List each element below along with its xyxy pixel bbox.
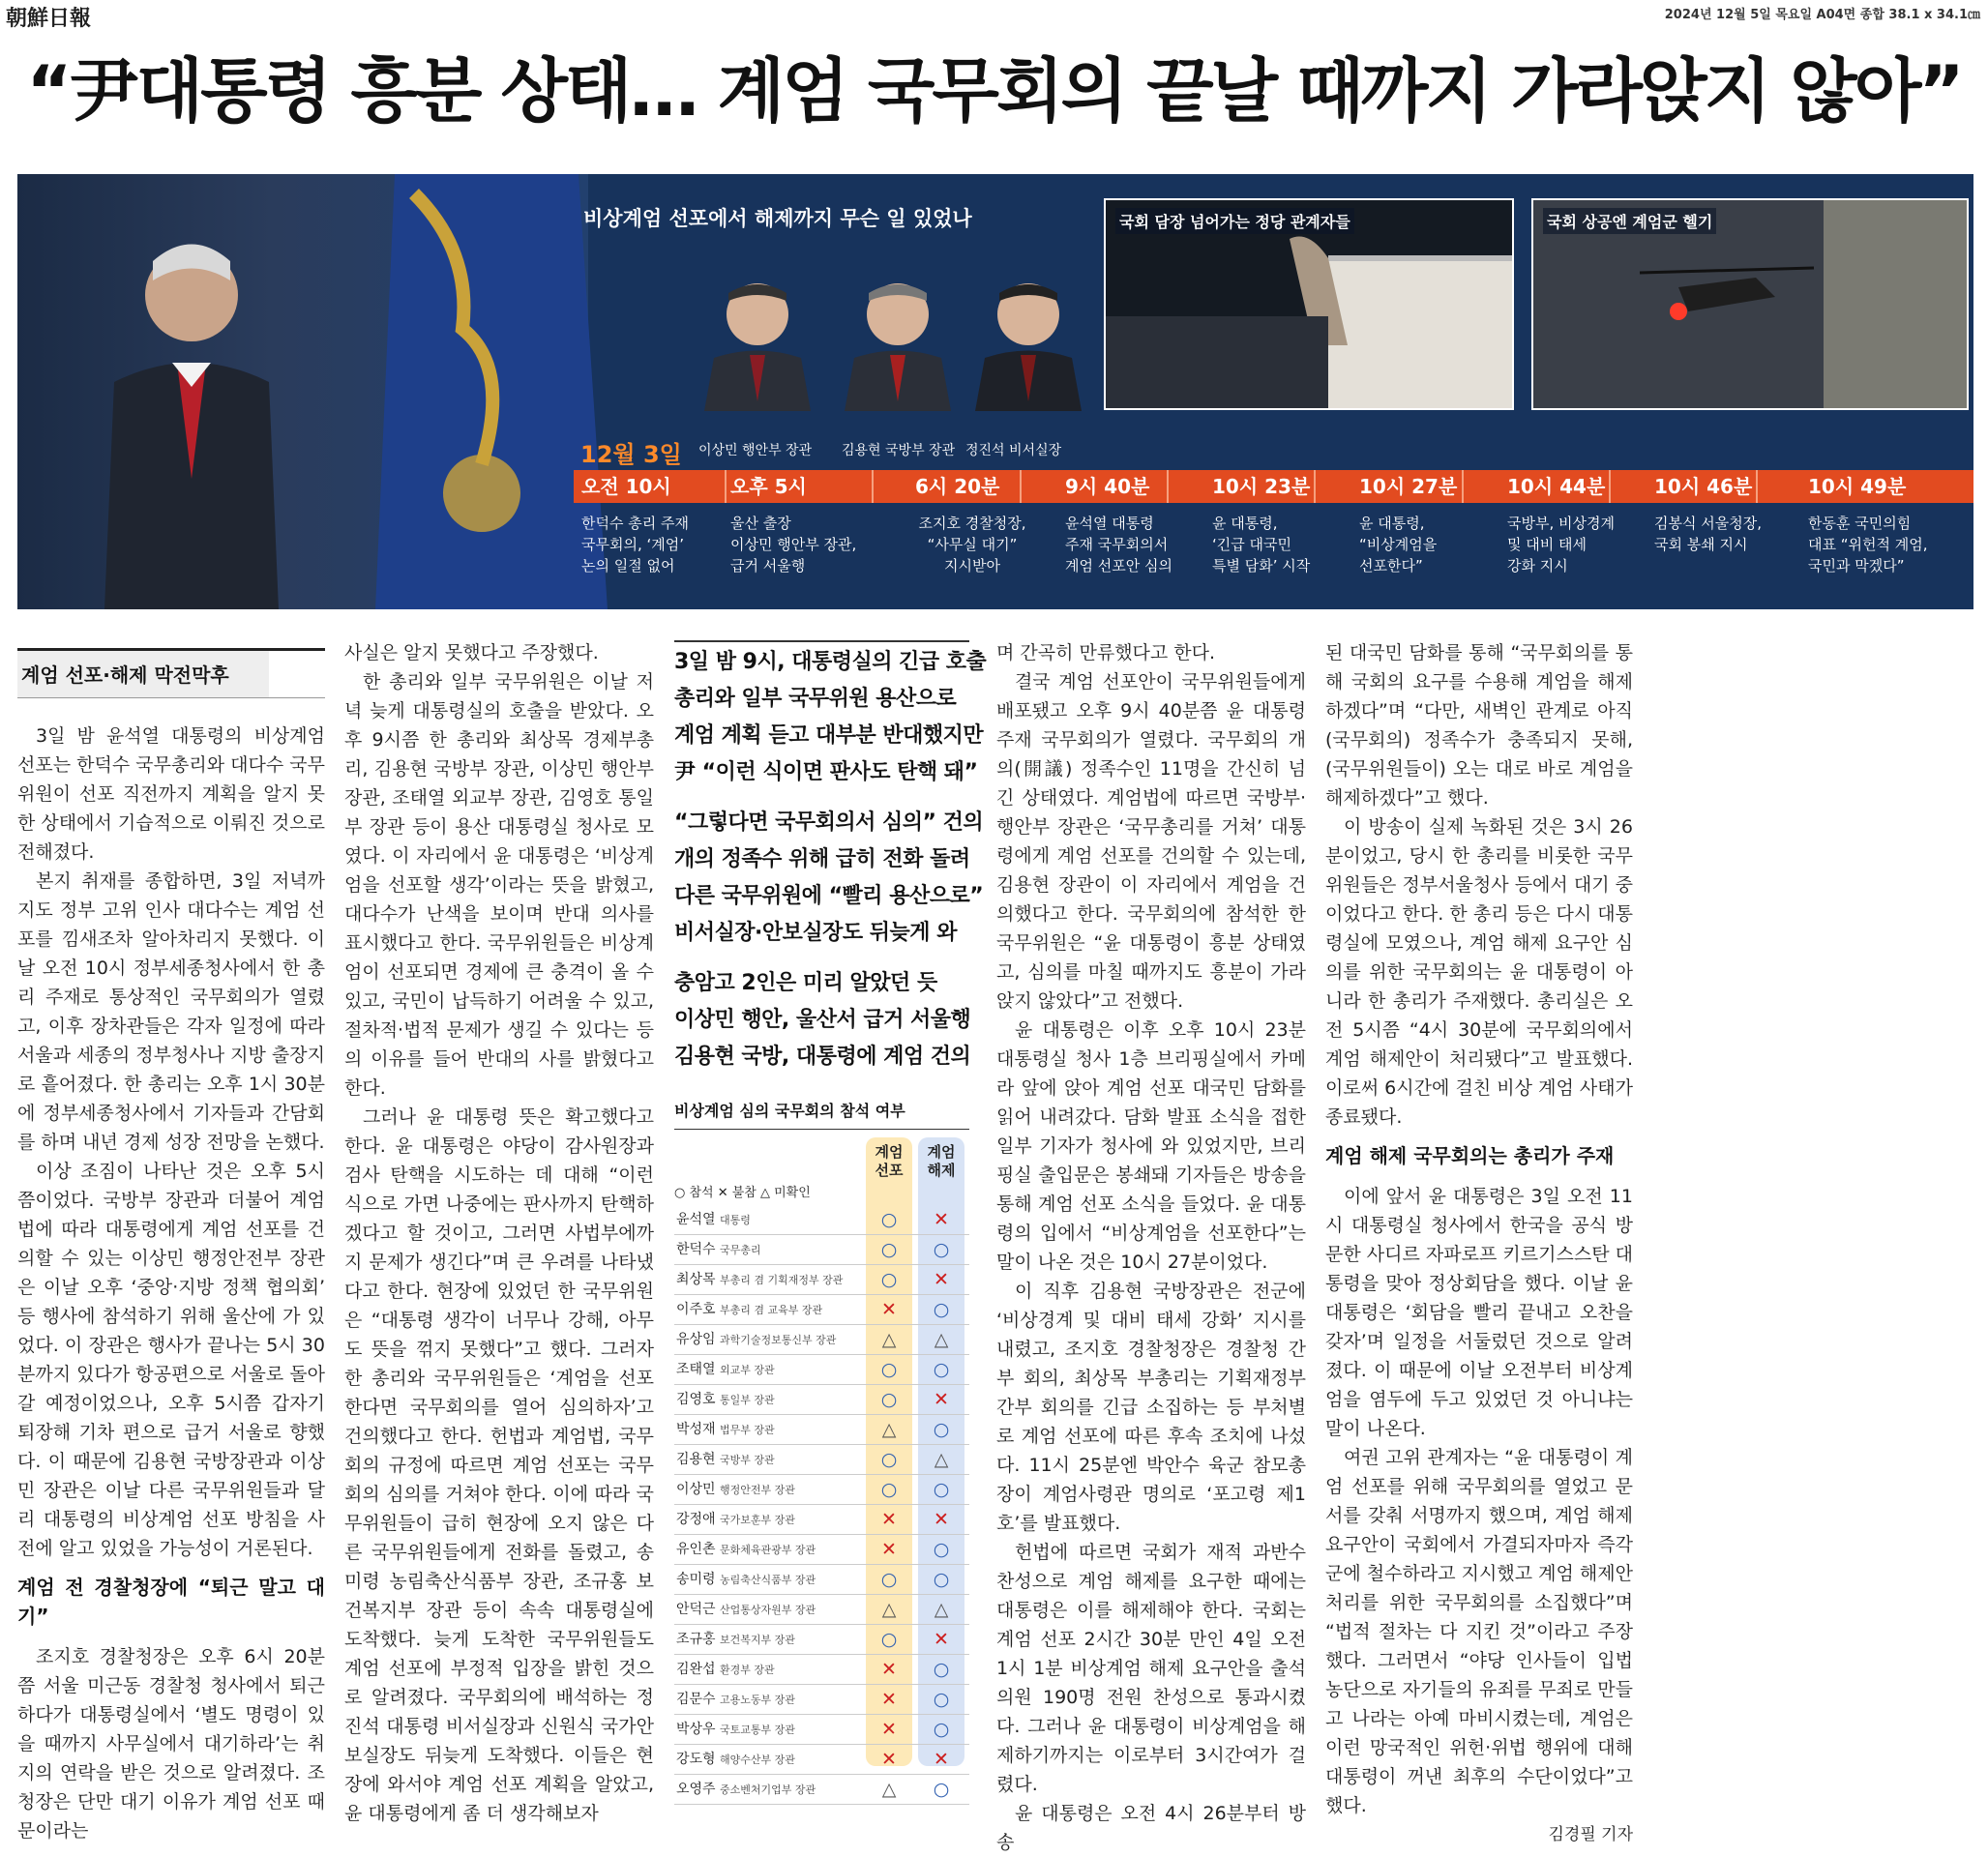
desc-line: 윤 대통령, xyxy=(1359,515,1425,532)
declare-mark: ○ xyxy=(880,1239,898,1260)
timeline-desc xyxy=(909,513,1035,576)
lift-mark: ○ xyxy=(933,1479,950,1500)
desc-line: 한덕수 총리 주재 xyxy=(581,515,689,532)
lift-mark: ○ xyxy=(933,1689,950,1710)
desc-line: 김봉식 서울청장, xyxy=(1654,515,1762,532)
table-row xyxy=(674,1625,969,1655)
minister-name xyxy=(676,1505,795,1535)
desc-line: “비상계엄을 xyxy=(1359,536,1438,553)
paragraph: 이 직후 김용현 국방장관은 전군에 ‘비상경계 및 대비 태세 강화’ 지시를 내렸고, 조지호 경찰청장은 경찰청 간부 회의, 최상목 부총리는 기획재정부 간부 회의를 긴급 소집하는 등 부처별로 계엄 선포에 따른 후속 조치에 나섰다. 11시 25분엔 박안수 육군 참모총장이 계엄사령관 명의로 ‘포고령 제1호’를 발표했다. xyxy=(996,1281,1306,1534)
highlight-line: 김용현 국방, 대통령에 계엄 건의 xyxy=(674,1045,971,1069)
timeline-desc xyxy=(581,513,689,576)
desc-line: 국민과 막겠다” xyxy=(1808,557,1905,575)
section-title: 계엄 선포·해제 막전막후 xyxy=(17,648,325,698)
timeline-time: 오후 5시 xyxy=(730,475,807,498)
highlight-line: “그렇다면 국무회의서 심의” 건의 xyxy=(674,811,984,835)
title-text: 해양수산부 장관 xyxy=(720,1754,795,1766)
table-row xyxy=(674,1685,969,1715)
timeline-time: 9시 40분 xyxy=(1065,475,1150,498)
table-row xyxy=(674,1655,969,1685)
timeline-divider xyxy=(872,470,874,503)
name-text: 조규홍 xyxy=(676,1632,716,1647)
name-text: 오영주 xyxy=(676,1782,716,1797)
timeline-desc xyxy=(1212,513,1310,576)
title-text: 국가보훈부 장관 xyxy=(720,1514,795,1526)
desc-line: 계엄 선포안 심의 xyxy=(1065,557,1172,575)
paragraph: 이상 조짐이 나타난 것은 오후 5시쯤이었다. 국방부 장관과 더불어 계엄법에 따라 대통령에게 계엄 선포를 건의할 수 있는 이상민 행정안전부 장관은 이날 오후 ‘중앙·지방 정책 협의회’ 등 행사에 참석하기 위해 울산에 가 있었다. 이 장관은 행사가 끝나는 5시 30분까지 있다가 항공편으로 서울로 돌아갈 예정이었으나, 오후 5시쯤 갑자기 퇴장해 기차 편으로 급거 서울로 향했다. 이 때문에 김용현 국방장관과 이상민 장관은 이날 다른 국무위원들과 달리 대통령의 비상계엄 선포 방침을 사전에 알고 있었을 가능성이 거론된다. xyxy=(17,1161,325,1559)
president-figure xyxy=(85,227,298,609)
declare-mark: △ xyxy=(881,1779,897,1800)
name-text: 김용현 xyxy=(676,1452,716,1467)
declare-mark: ○ xyxy=(880,1269,898,1290)
minister-caption-1: 이상민 행안부 장관 xyxy=(698,443,813,458)
title-text: 농림축산식품부 장관 xyxy=(720,1574,816,1586)
desc-line: 주재 국무회의서 xyxy=(1065,536,1169,553)
declare-mark: ○ xyxy=(880,1209,898,1230)
title-text: 대통령 xyxy=(720,1214,751,1226)
paragraph: 한 총리와 일부 국무위원은 이날 저녁 늦게 대통령실의 호출을 받았다. 오후 9시쯤 한 총리와 최상목 경제부총리, 김용현 국방부 장관, 이상민 행안부 장관, 조태열 외교부 장관, 김영호 통일부 장관 등이 용산 대통령실 청사로 모였다. 이 자리에서 윤 대통령은 ‘비상계엄을 선포할 생각’이라는 뜻을 밝혔고, 대다수가 난색을 보이며 반대 의사를 표시했다고 한다. 국무위원들은 비상계엄이 선포되면 경제에 큰 충격이 올 수 있고, 국민이 납득하기 어려울 수 있고, 절차적·법적 문제가 생길 수 있다는 등의 이유를 들어 반대의 사를 밝혔다고 한다. xyxy=(344,671,654,1099)
title-text: 부총리 겸 기획재정부 장관 xyxy=(720,1274,844,1286)
desc-line: 특별 담화’ 시작 xyxy=(1212,557,1311,575)
declare-mark: ○ xyxy=(880,1479,898,1500)
name-text: 박상우 xyxy=(676,1722,716,1737)
declare-mark: ✕ xyxy=(881,1299,897,1320)
title-text: 국방부 장관 xyxy=(720,1454,775,1466)
table-row xyxy=(674,1415,969,1445)
timeline-desc xyxy=(1808,513,1928,576)
table-legend: ○ 참석 ✕ 불참 △ 미확인 xyxy=(674,1186,811,1200)
lift-mark: ✕ xyxy=(934,1389,949,1410)
timeline-infographic xyxy=(17,174,1973,609)
desc-line: “사무실 대기” xyxy=(927,536,1018,553)
declare-mark: △ xyxy=(881,1599,897,1620)
table-row xyxy=(674,1235,969,1265)
lift-mark: △ xyxy=(934,1449,949,1470)
minister-name xyxy=(676,1205,751,1235)
attendance-table xyxy=(674,1130,969,1800)
paragraph: 여권 고위 관계자는 “윤 대통령이 계엄 선포를 위해 국무회의를 열었고 문서를 갖춰 서명까지 했으며, 계엄 해제 요구안이 국회에서 가결되자마자 즉각 군에 철수하라고 지시했고 계엄 해제안 처리를 위한 국무회의를 소집했다”며 “법적 절차는 다 지킨 것”이라고 주장했다. 그러면서 “야당 인사들이 입법 농단으로 자기들의 유죄를 무죄로 만들고 나라는 아예 마비시켰는데, 계엄은 이런 망국적인 위헌·위법 행위에 대해 대통령이 꺼낸 최후의 수단이었다”고 했다. xyxy=(1325,1447,1633,1816)
paragraph: 사실은 알지 못했다고 주장했다. xyxy=(344,642,599,663)
paragraph: 이에 앞서 윤 대통령은 3일 오전 11시 대통령실 청사에서 한국을 공식 방문한 사디르 자파로프 키르기스스탄 대통령을 맞아 정상회담을 했다. 이날 윤 대통령은 ‘회담을 빨리 끝내고 오찬을 갖자’며 일정을 서둘렀던 것으로 알려졌다. 이 때문에 이날 오전부터 비상계엄을 염두에 두고 있었던 것 아니냐는 말이 나온다. xyxy=(1325,1186,1633,1439)
timeline-date: 12월 3일 xyxy=(580,441,682,468)
timeline-time: 10시 46분 xyxy=(1654,475,1753,498)
name-text: 김완섭 xyxy=(676,1662,716,1677)
lift-mark: ○ xyxy=(933,1239,950,1260)
table-row xyxy=(674,1265,969,1295)
title-text: 외교부 장관 xyxy=(720,1364,775,1376)
paragraph: 윤 대통령은 이후 오후 10시 23분 대통령실 청사 1층 브리핑실에서 카메라 앞에 앉아 계엄 선포 대국민 담화를 읽어 내려갔다. 담화 발표 소식을 접한 일부 기자가 청사에 와 있었지만, 브리핑실 출입문은 봉쇄돼 기자들은 방송을 통해 계엄 선포 소식을 들었다. 윤 대통령의 입에서 “비상계엄을 선포한다”는 말이 나온 것은 10시 27분이었다. xyxy=(996,1019,1306,1273)
paragraph: 그러나 윤 대통령 뜻은 확고했다고 한다. 윤 대통령은 야당이 감사원장과 검사 탄핵을 시도하는 데 대해 “이런 식으로 가면 나중에는 판사까지 탄핵하겠다고 할 것이고, 그러면 사법부에까지 문제가 생긴다”며 큰 우려를 나타냈다고 한다. 현장에 있었던 한 국무위원은 “대통령 생각이 너무나 강해, 아무도 뜻을 꺾지 못했다”고 했다. 그러자 한 총리와 국무위원들은 ‘계엄을 선포한다면 국무회의를 열어 심의하자’고 건의했다고 한다. 헌법과 계엄법, 국무회의 규정에 따르면 계엄 선포는 국무회의 심의를 거쳐야 한다. 이에 따라 국무위원들이 급히 현장에 오지 않은 다른 국무위원들에게 전화를 돌렸고, 송미령 농림축산식품부 장관, 조규홍 보건복지부 장관 등이 속속 대통령실에 도착했다. 늦게 도착한 국무위원들도 계엄 선포에 부정적 입장을 밝힌 것으로 알려졌다. 국무회의에 배석하는 정진석 대통령 비서실장과 신원식 국가안보실장도 뒤늦게 도착했다. 이들은 현장에 와서야 계엄 선포 계획을 알았고, 윤 대통령에게 좀 더 생각해보자 xyxy=(344,1106,654,1824)
title-text: 과학기술정보통신부 장관 xyxy=(720,1334,837,1346)
title-text: 산업통상자원부 장관 xyxy=(720,1604,816,1616)
lift-mark: ○ xyxy=(933,1659,950,1680)
timeline-desc xyxy=(1359,513,1437,576)
timeline-desc xyxy=(1654,513,1762,555)
declare-mark: △ xyxy=(881,1419,897,1440)
minister-name xyxy=(676,1295,822,1325)
inset-label-helicopter: 국회 상공엔 계엄군 헬기 xyxy=(1543,208,1716,234)
lift-mark: ✕ xyxy=(934,1749,949,1770)
desc-line: 윤석열 대통령 xyxy=(1065,515,1154,532)
timeline-desc xyxy=(730,513,856,576)
title-text: 문화체육관광부 장관 xyxy=(720,1544,816,1556)
table-row xyxy=(674,1295,969,1325)
name-text: 안덕근 xyxy=(676,1602,716,1617)
table-rows xyxy=(674,1205,969,1805)
minister-name xyxy=(676,1265,843,1295)
name-text: 김영호 xyxy=(676,1392,716,1407)
minister-name xyxy=(676,1385,775,1415)
table-row xyxy=(674,1565,969,1595)
highlight-line: 3일 밤 9시, 대통령실의 긴급 호출 xyxy=(674,640,969,681)
desc-line: 조지호 경찰청장, xyxy=(918,515,1026,532)
name-text: 최상목 xyxy=(676,1272,716,1287)
minister-name xyxy=(676,1445,775,1475)
name-text: 김문수 xyxy=(676,1692,716,1707)
title-text: 환경부 장관 xyxy=(720,1664,775,1676)
table-header-declare: 계엄 선포 xyxy=(875,1143,904,1179)
paragraph: 며 간곡히 만류했다고 한다. xyxy=(996,642,1216,663)
table-row xyxy=(674,1595,969,1625)
lift-mark: ✕ xyxy=(934,1629,949,1650)
inset-label-fence: 국회 담장 넘어가는 정당 관계자들 xyxy=(1115,208,1354,234)
timeline-divider xyxy=(725,470,727,503)
desc-line: 대표 “위헌적 계엄, xyxy=(1808,536,1928,553)
table-row xyxy=(674,1325,969,1355)
article-column-2 xyxy=(344,638,654,1828)
lift-mark: ○ xyxy=(933,1359,950,1380)
lift-mark: △ xyxy=(934,1329,949,1350)
minister-name xyxy=(676,1685,795,1715)
desc-line: 윤 대통령, xyxy=(1212,515,1278,532)
article-column-1 xyxy=(17,638,325,1845)
desc-line: 및 대비 태세 xyxy=(1507,536,1587,553)
paragraph: 된 대국민 담화를 통해 “국무회의를 통해 국회의 요구를 수용해 계엄을 해제하겠다”며 “다만, 새벽인 관계로 아직 (국무회의) 정족수가 충족되지 못해, (국무위원들이) 오는 대로 바로 계엄을 해제하겠다”고 했다. xyxy=(1325,642,1633,809)
title-text: 행정안전부 장관 xyxy=(720,1484,795,1496)
title-text: 국토교통부 장관 xyxy=(720,1724,795,1736)
declare-mark: ✕ xyxy=(881,1689,897,1710)
lift-mark: ○ xyxy=(933,1419,950,1440)
lift-mark: ✕ xyxy=(934,1209,949,1230)
lift-mark: ✕ xyxy=(934,1509,949,1530)
timeline-desc xyxy=(1507,513,1615,576)
title-text: 고용노동부 장관 xyxy=(720,1694,795,1706)
name-text: 송미령 xyxy=(676,1572,716,1587)
name-text: 한덕수 xyxy=(676,1242,716,1257)
timeline-time: 10시 23분 xyxy=(1212,475,1311,498)
graphic-title: 비상계엄 선포에서 해제까지 무슨 일 있었나 xyxy=(583,207,972,230)
desc-line: 강화 지시 xyxy=(1507,557,1568,575)
paragraph: 이 방송이 실제 녹화된 것은 3시 26분이었고, 당시 한 총리를 비롯한 국무위원들은 정부서울청사 등에서 대기 중이었다고 한다. 한 총리 등은 다시 대통령실에 모였으나, 계엄 해제 요구안 심의를 위한 국무회의는 윤 대통령이 아니라 한 총리가 주재했다. 총리실은 오전 5시쯤 “4시 30분에 국무회의에서 계엄 해제안이 처리됐다”고 발표했다. 이로써 6시간에 걸친 비상 계엄 사태가 종료됐다. xyxy=(1325,816,1633,1128)
highlight-line: 충암고 2인은 미리 알았던 듯 xyxy=(674,971,937,995)
name-text: 박성재 xyxy=(676,1422,716,1437)
highlight-line: 비서실장·안보실장도 뒤늦게 와 xyxy=(674,921,957,945)
desc-line: 울산 출장 xyxy=(730,515,791,532)
minister-photo-3 xyxy=(970,266,1086,411)
timeline-divider xyxy=(1609,470,1611,503)
minister-name xyxy=(676,1355,775,1385)
minister-name xyxy=(676,1535,816,1565)
inset-photo-fence xyxy=(1104,198,1514,410)
timeline-time: 오전 10시 xyxy=(581,475,671,498)
title-text: 중소벤처기업부 장관 xyxy=(720,1783,816,1796)
timeline-time: 6시 20분 xyxy=(915,475,1000,498)
article-column-3 xyxy=(674,640,987,1800)
desc-line: 급거 서울행 xyxy=(730,557,806,575)
desc-line: 논의 일절 없어 xyxy=(581,557,675,575)
minister-name xyxy=(676,1625,795,1655)
highlight-line: 다른 국무위원에 “빨리 용산으로” xyxy=(674,884,984,908)
timeline-divider xyxy=(1167,470,1169,503)
timeline-time: 10시 27분 xyxy=(1359,475,1458,498)
table-row xyxy=(674,1385,969,1415)
timeline-divider xyxy=(1314,470,1316,503)
minister-name xyxy=(676,1655,775,1685)
attendance-table-title: 비상계엄 심의 국무회의 참석 여부 xyxy=(674,1099,969,1130)
desc-line: 이상민 행안부 장관, xyxy=(730,536,857,553)
name-text: 이상민 xyxy=(676,1482,716,1497)
title-text: 부총리 겸 교육부 장관 xyxy=(720,1304,823,1316)
minister-name xyxy=(676,1775,816,1805)
paragraph: 헌법에 따르면 국회가 재적 과반수 찬성으로 계엄 해제를 요구한 때에는 대통령은 이를 해제해야 한다. 국회는 계엄 선포 2시간 30분 만인 4일 오전 1시 1분 비상계엄 해제 요구안을 출석 의원 190명 전원 찬성으로 통과시켰다. 그러나 윤 대통령이 비상계엄을 해제하기까지는 이로부터 3시간여가 걸렸다. xyxy=(996,1542,1306,1795)
highlight-line: 계엄 계획 듣고 대부분 반대했지만 xyxy=(674,723,984,748)
desc-line: ‘긴급 대국민 xyxy=(1212,536,1291,553)
paragraph: 3일 밤 윤석열 대통령의 비상계엄 선포는 한덕수 국무총리와 대다수 국무위원이 선포 직전까지 계획을 알지 못한 상태에서 기습적으로 이뤄진 것으로 전해졌다. xyxy=(17,725,325,863)
desc-line: 지시받아 xyxy=(944,557,1000,575)
timeline-time: 10시 44분 xyxy=(1507,475,1606,498)
lift-mark: ○ xyxy=(933,1569,950,1590)
name-text: 조태열 xyxy=(676,1362,716,1377)
lift-mark: ○ xyxy=(933,1299,950,1320)
title-text: 국무총리 xyxy=(720,1244,761,1256)
timeline-divider xyxy=(1756,470,1758,503)
minister-name xyxy=(676,1475,795,1505)
declare-mark: ✕ xyxy=(881,1659,897,1680)
name-text: 강도형 xyxy=(676,1752,716,1767)
desc-line: 국회 봉쇄 지시 xyxy=(1654,536,1748,553)
dateline: 2024년 12월 5일 목요일 A04면 종합 38.1 x 34.1㎝ xyxy=(1664,8,1980,22)
inset-photo-helicopter xyxy=(1531,198,1969,410)
minister-photo-1 xyxy=(699,266,816,411)
minister-caption-3: 정진석 비서실장 xyxy=(965,443,1062,458)
subheading: 계엄 전 경찰청장에 “퇴근 말고 대기” xyxy=(17,1576,325,1628)
declare-mark: ✕ xyxy=(881,1749,897,1770)
lift-mark: ✕ xyxy=(934,1269,949,1290)
name-text: 강정애 xyxy=(676,1512,716,1527)
minister-name xyxy=(676,1745,795,1775)
table-row xyxy=(674,1715,969,1745)
minister-name xyxy=(676,1235,761,1265)
timeline-divider xyxy=(1462,470,1464,503)
title-text: 보건복지부 장관 xyxy=(720,1634,795,1646)
declare-mark: ○ xyxy=(880,1629,898,1650)
byline: 김경필 기자 xyxy=(1548,1825,1633,1844)
minister-name xyxy=(676,1565,816,1595)
name-text: 이주호 xyxy=(676,1302,716,1317)
desc-line: 국무회의, ‘계엄’ xyxy=(581,536,685,553)
paragraph: 윤 대통령은 오전 4시 26분부터 방송 xyxy=(996,1803,1306,1853)
subheading: 계엄 해제 국무회의는 총리가 주재 xyxy=(1325,1144,1615,1167)
table-row xyxy=(674,1475,969,1505)
desc-line: 한동훈 국민의힘 xyxy=(1808,515,1912,532)
declare-mark: ✕ xyxy=(881,1539,897,1560)
minister-name xyxy=(676,1325,836,1355)
highlight-line: 尹 “이런 식이면 판사도 탄핵 돼” xyxy=(674,760,978,784)
name-text: 유인촌 xyxy=(676,1542,716,1557)
page-headline: “尹대통령 흥분 상태… 계엄 국무회의 끝날 때까지 가라앉지 않아” xyxy=(26,50,1962,132)
newspaper-logo: 朝鮮日報 xyxy=(6,6,92,31)
highlight-line: 총리와 일부 국무위원 용산으로 xyxy=(674,687,957,711)
declare-mark: ○ xyxy=(880,1359,898,1380)
name-text: 윤석열 xyxy=(676,1212,716,1227)
desc-line: 선포한다” xyxy=(1359,557,1423,575)
lift-mark: ○ xyxy=(933,1719,950,1740)
table-row xyxy=(674,1205,969,1235)
table-header-lift: 계엄 해제 xyxy=(927,1143,956,1179)
table-row xyxy=(674,1355,969,1385)
table-row xyxy=(674,1775,969,1805)
table-row xyxy=(674,1445,969,1475)
article-column-4 xyxy=(996,638,1306,1857)
declare-mark: ○ xyxy=(880,1389,898,1410)
article-column-5 xyxy=(1325,638,1633,1849)
lift-mark: ○ xyxy=(933,1539,950,1560)
declare-mark: ○ xyxy=(880,1449,898,1470)
table-row xyxy=(674,1745,969,1775)
minister-photo-2 xyxy=(840,266,956,411)
desc-line: 국방부, 비상경계 xyxy=(1507,515,1615,532)
title-text: 법무부 장관 xyxy=(720,1424,775,1436)
paragraph: 본지 취재를 종합하면, 3일 저녁까지도 정부 고위 인사 대다수는 계엄 선포를 낌새조차 알아차리지 못했다. 이날 오전 10시 정부세종청사에서 한 총리 주재로 통상적인 국무회의가 열렸고, 이후 장차관들은 각자 일정에 따라 서울과 세종의 정부청사나 지방 출장지로 흩어졌다. 한 총리는 오후 1시 30분에 정부세종청사에서 기자들과 간담회를 하며 내년 경제 성장 전망을 논했다. xyxy=(17,870,325,1153)
minister-name xyxy=(676,1715,795,1745)
timeline-desc xyxy=(1065,513,1172,576)
paragraph: 결국 계엄 선포안이 국무위원들에게 배포됐고 오후 9시 40분쯤 윤 대통령 주재 국무회의가 열렸다. 국무회의 개의(開議) 정족수인 11명을 간신히 넘긴 상태였다. 계엄법에 따르면 국방부·행안부 장관은 ‘국무총리를 거쳐’ 대통령에게 계엄 선포를 건의할 수 있는데, 김용현 장관이 이 자리에서 계엄을 건의했다고 한다. 국무회의에 참석한 한 국무위원은 “윤 대통령이 흥분 상태였고, 심의를 마칠 때까지도 흥분이 가라앉지 않았다”고 전했다. xyxy=(996,671,1306,1012)
declare-mark: △ xyxy=(881,1329,897,1350)
paragraph: 조지호 경찰청장은 오후 6시 20분쯤 서울 미근동 경찰청 청사에서 퇴근하다가 대통령실에서 ‘별도 명령이 있을 때까지 사무실에서 대기하라’는 취지의 연락을 받은 것으로 알려졌다. 조 청장은 단만 대기 이유가 계엄 선포 때문이라는 xyxy=(17,1646,325,1842)
declare-mark: ✕ xyxy=(881,1509,897,1530)
lift-mark: △ xyxy=(934,1599,949,1620)
minister-name xyxy=(676,1415,775,1445)
minister-caption-2: 김용현 국방부 장관 xyxy=(842,443,956,458)
highlight-line: 개의 정족수 위해 급히 전화 돌려 xyxy=(674,847,970,871)
declare-mark: ○ xyxy=(880,1569,898,1590)
declare-mark: ✕ xyxy=(881,1719,897,1740)
timeline-time: 10시 49분 xyxy=(1808,475,1907,498)
table-row xyxy=(674,1505,969,1535)
lift-mark: ○ xyxy=(933,1779,950,1800)
timeline-divider xyxy=(1020,470,1022,503)
flag-graphic xyxy=(356,174,608,609)
table-row xyxy=(674,1535,969,1565)
title-text: 통일부 장관 xyxy=(720,1394,775,1406)
highlight-line: 이상민 행안, 울산서 급거 서울행 xyxy=(674,1008,971,1032)
minister-name xyxy=(676,1595,816,1625)
name-text: 유상임 xyxy=(676,1332,716,1347)
